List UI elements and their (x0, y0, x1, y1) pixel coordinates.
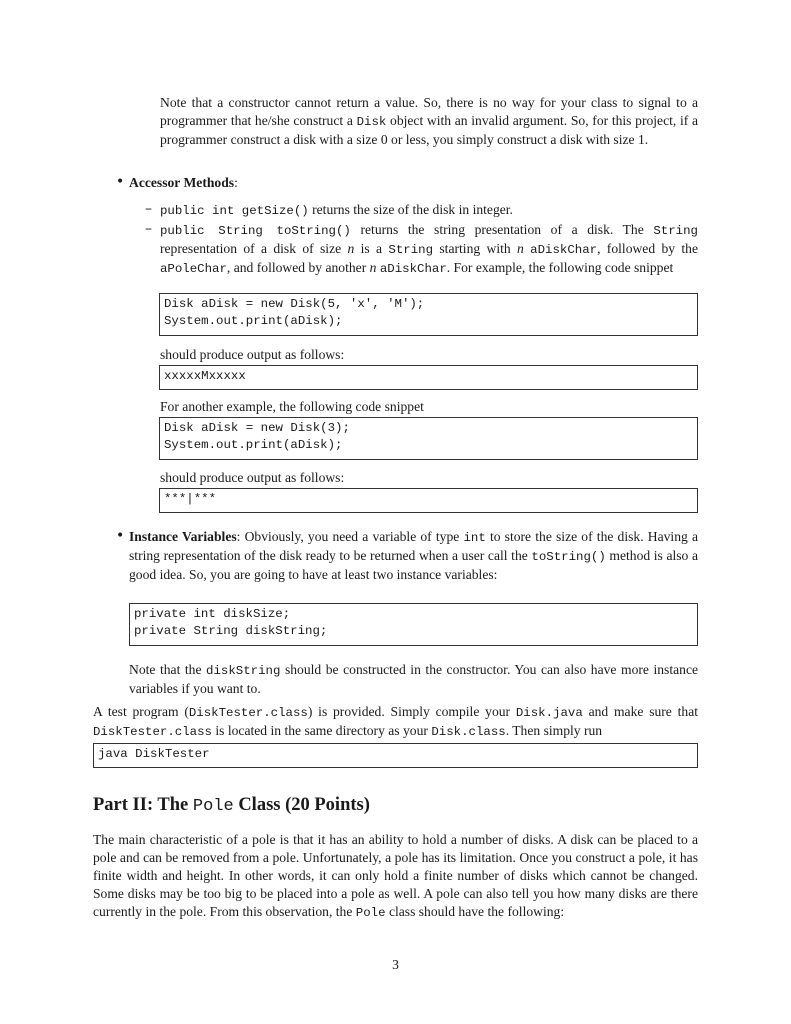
another-example: For another example, the following code snippet (160, 399, 424, 414)
output-example-1: xxxxxMxxxxx (159, 365, 698, 390)
instance-variables-paragraph: Instance Variables: Obviously, you need a variable of type int to store the size of the disk. Having a string representation of the disk ready to be returned when a user call the toString() method is also a good idea. So, you are going to have at least two instance variables: (129, 529, 699, 582)
accessor-heading: Accessor Methods: (129, 175, 238, 190)
bullet-icon: • (116, 174, 125, 190)
constructor-note: Note that a constructor cannot return a value. So, there is no way for your class to signal to a programmer that he/she construct a Disk object with an invalid argument. So, for this project, if a programmer construct a disk with a size 0 or less, you simply construct a disk with size 1. (160, 95, 698, 147)
dash-icon: – (145, 201, 152, 217)
instance-variables-code: private int diskSize; private String diskString; (129, 603, 698, 646)
page-number: 3 (392, 957, 399, 972)
pole-description: The main characteristic of a pole is that it has an ability to hold a number of disks. A disk can be placed to a pole and can be removed from a pole. Unfortunately, a pole has its limitation. Once you construct a pole, it has finite width and height. In other words, it can only hold a finite number of disks which cannot be changed. Some disks may be too big to be placed into a pole as well. A pole can also tell you how many disks are there currently in the pole. From this observation, the Pole class should have the following: (93, 832, 698, 920)
run-command-box: java DiskTester (93, 743, 698, 768)
inline-code: Disk (356, 115, 387, 129)
accessor-get-size: public int getSize() returns the size of the disk in integer. (160, 202, 513, 218)
should-produce-1: should produce output as follows: (160, 347, 345, 362)
dash-icon: – (145, 221, 152, 237)
code-example-2: Disk aDisk = new Disk(3); System.out.print(aDisk); (159, 417, 698, 460)
disk-string-note: Note that the diskString should be constructed in the constructor. You can also have more instance variables if you want to. (129, 662, 699, 696)
code-example-1: Disk aDisk = new Disk(5, 'x', 'M'); System.out.print(aDisk); (159, 293, 698, 336)
bullet-icon: • (116, 528, 125, 544)
accessor-to-string: public String toString() returns the string presentation of a disk. The String representation of a disk of size n is a String starting with n aDiskChar, followed by the aPoleChar, and followed by another n aDiskChar. For example, the following code snippet (160, 222, 699, 276)
section-heading-part-2: Part II: The Pole Class (20 Points) (93, 795, 370, 816)
should-produce-2: should produce output as follows: (160, 470, 345, 485)
test-program-paragraph: A test program (DiskTester.class) is provided. Simply compile your Disk.java and make sure that DiskTester.class is located in the same directory as your Disk.class. Then simply run (93, 704, 699, 739)
output-example-2: ***|*** (159, 488, 698, 513)
